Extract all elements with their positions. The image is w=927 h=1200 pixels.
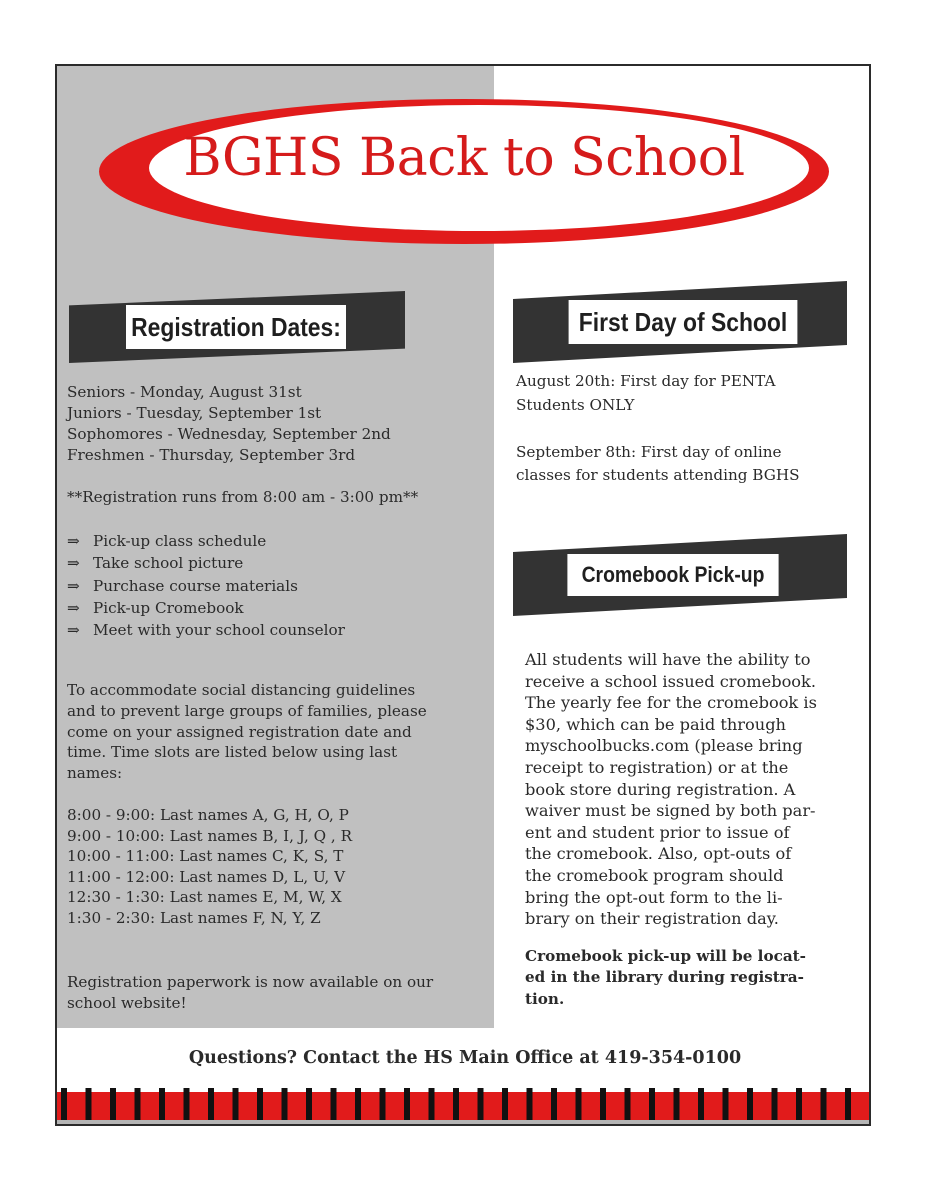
cromebook-banner — [513, 534, 847, 616]
text-line: book store during registration. A — [525, 779, 796, 799]
paperwork-notice — [67, 972, 433, 1014]
stripe-tick — [208, 1088, 214, 1120]
stripe-tick — [306, 1088, 312, 1120]
right-double-arrow-icon: ⇒ — [67, 621, 80, 640]
stripe-tick — [527, 1088, 533, 1120]
task-label: Pick-up Cromebook — [93, 598, 244, 617]
stripe-tick — [380, 1088, 386, 1120]
registration-date: Sophomores - Wednesday, September 2nd — [67, 425, 391, 443]
cromebook-heading: Cromebook Pick-up — [567, 554, 778, 596]
text-line: come on your assigned registration date and — [67, 722, 412, 741]
text-line — [516, 417, 800, 441]
cromebook-paragraph — [525, 649, 817, 930]
stripe-group — [57, 1088, 871, 1126]
text-line: Students ONLY — [516, 395, 635, 414]
stripe-tick — [845, 1088, 851, 1120]
text-line: September 8th: First day of online — [516, 442, 782, 461]
stripe-tick — [772, 1088, 778, 1120]
stripe-tick — [502, 1088, 508, 1120]
registration-date: Seniors - Monday, August 31st — [67, 383, 302, 401]
text-line: All students will have the ability to — [525, 650, 811, 669]
stripe-tick — [257, 1088, 263, 1120]
text-line: To accommodate social distancing guidelines — [67, 681, 416, 699]
text-line: time. Time slots are listed below using last — [67, 743, 398, 762]
task-label: Meet with your school counselor — [93, 621, 345, 640]
task-item — [67, 530, 345, 552]
first-day-details — [516, 370, 800, 488]
registration-dates-banner — [69, 281, 405, 363]
stripe-tick — [453, 1088, 459, 1120]
text-line: classes for students attending BGHS — [516, 466, 800, 484]
first-day-banner — [513, 281, 847, 363]
right-double-arrow-icon: ⇒ — [67, 532, 80, 550]
stripe-tick — [404, 1088, 410, 1120]
task-label: Pick-up class schedule — [93, 532, 267, 550]
time-slot: 11:00 - 12:00: Last names D, L, U, V — [67, 867, 346, 886]
registration-dates-heading: Registration Dates: — [126, 305, 346, 349]
cromebook-pickup-note — [525, 946, 806, 1010]
stripe-tick — [429, 1088, 435, 1120]
registration-date: Freshmen - Thursday, September 3rd — [67, 446, 356, 464]
text-line: names: — [67, 764, 123, 783]
text-line: ed in the library during registra- — [525, 968, 804, 987]
text-line: $30, which can be paid through — [525, 714, 786, 734]
time-slot: 1:30 - 2:30: Last names F, N, Y, Z — [67, 908, 321, 927]
decorative-stripe-band — [57, 1088, 871, 1126]
task-label: Purchase course materials — [93, 576, 298, 595]
distancing-paragraph — [67, 680, 427, 784]
time-slot: 9:00 - 10:00: Last names B, I, J, Q , R — [67, 826, 353, 845]
stripe-tick — [61, 1088, 67, 1120]
text-line: myschoolbucks.com (please bring — [525, 736, 803, 756]
registration-date: Juniors - Tuesday, September 1st — [67, 404, 322, 422]
text-line: bring the opt-out form to the li- — [525, 887, 783, 907]
text-line: August 20th: First day for PENTA — [516, 372, 776, 390]
stripe-tick — [135, 1088, 141, 1120]
text-line: the cromebook program should — [525, 865, 784, 885]
first-day-heading: First Day of School — [569, 300, 798, 344]
stripe-tick — [159, 1088, 165, 1120]
time-slot: 10:00 - 11:00: Last names C, K, S, T — [67, 847, 344, 866]
task-item — [67, 597, 345, 619]
stripe-tick — [649, 1088, 655, 1120]
text-line: tion. — [525, 989, 565, 1008]
task-item — [67, 552, 345, 574]
time-slots-list — [67, 805, 352, 929]
task-item — [67, 619, 345, 641]
right-double-arrow-icon: ⇒ — [67, 598, 80, 617]
text-line: brary on their registration day. — [525, 909, 779, 929]
task-item — [67, 575, 345, 597]
stripe-tick — [282, 1088, 288, 1120]
stripe-tick — [747, 1088, 753, 1120]
stripe-tick — [355, 1088, 361, 1120]
registration-tasks-list — [67, 530, 345, 641]
stripe-tick — [625, 1088, 631, 1120]
right-double-arrow-icon: ⇒ — [67, 554, 80, 573]
stripe-tick — [184, 1088, 190, 1120]
stripe-band-row — [57, 1120, 871, 1126]
stripe-tick — [233, 1088, 239, 1120]
flyer-title: BGHS Back to School — [183, 128, 745, 188]
stripe-tick — [478, 1088, 484, 1120]
stripe-tick — [110, 1088, 116, 1120]
text-line: the cromebook. Also, opt-outs of — [525, 844, 792, 864]
flyer-page — [55, 64, 871, 1126]
task-label: Take school picture — [93, 554, 244, 573]
stripe-tick — [331, 1088, 337, 1120]
time-slot: 12:30 - 1:30: Last names E, M, W, X — [67, 888, 342, 907]
text-line: Registration paperwork is now available on our — [67, 973, 434, 991]
stripe-tick — [821, 1088, 827, 1120]
text-line: school website! — [67, 994, 187, 1012]
text-line: and to prevent large groups of families, please — [67, 701, 427, 720]
text-line: ent and student prior to issue of — [525, 822, 790, 842]
registration-hours: **Registration runs from 8:00 am - 3:00 pm** — [67, 488, 419, 506]
text-line: Cromebook pick-up will be locat- — [525, 947, 806, 965]
stripe-tick — [576, 1088, 582, 1120]
registration-dates-list — [67, 382, 391, 466]
text-line: receive a school issued cromebook. — [525, 671, 817, 691]
stripe-tick — [551, 1088, 557, 1120]
contact-footer: Questions? Contact the HS Main Office at 419-354-0100 — [188, 1048, 742, 1068]
time-slot: 8:00 - 9:00: Last names A, G, H, O, P — [67, 806, 349, 824]
stripe-tick — [723, 1088, 729, 1120]
right-double-arrow-icon: ⇒ — [67, 576, 80, 595]
text-line: waiver must be signed by both par- — [525, 801, 816, 821]
stripe-tick — [600, 1088, 606, 1120]
stripe-tick — [796, 1088, 802, 1120]
stripe-tick — [674, 1088, 680, 1120]
stripe-tick — [870, 1088, 872, 1120]
text-line: receipt to registration) or at the — [525, 757, 789, 777]
stripe-tick — [698, 1088, 704, 1120]
text-line: The yearly fee for the cromebook is — [525, 693, 817, 713]
stripe-tick — [86, 1088, 92, 1120]
